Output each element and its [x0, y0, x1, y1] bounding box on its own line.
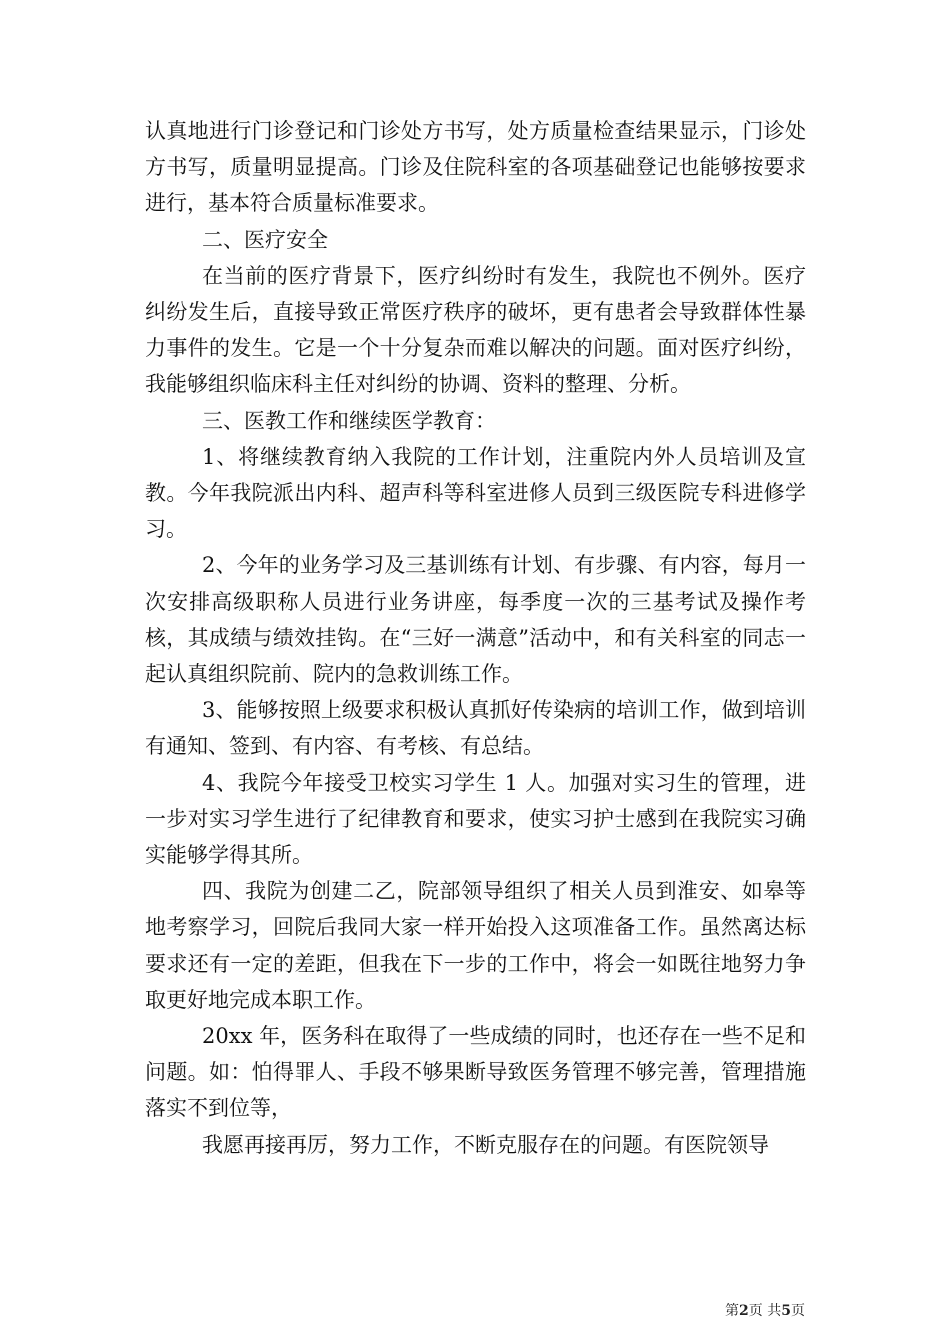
footer-current-page: 2 [739, 1303, 749, 1319]
page-footer [725, 1300, 805, 1320]
paragraph-item-4: 4、我院今年接受卫校实习学生 1 人。加强对实习生的管理，进一步对实习学生进行了纪律教育和要求，使实习护士感到在我院实习确实能够学得其所。 [145, 770, 806, 868]
paragraph-item-3: 3、能够按照上级要求积极认真抓好传染病的培训工作，做到培训有通知、签到、有内容、有考核、有总结。 [145, 698, 806, 759]
paragraph-item-2: 2、今年的业务学习及三基训练有计划、有步骤、有内容，每月一次安排高级职称人员进行业务讲座，每季度一次的三基考试及操作考核，其成绩与绩效挂钩。在“三好一满意”活动中，和有关科室的同志一起认真组织院前、院内的急救训练工作。 [145, 553, 806, 687]
paragraph-item-1: 1、将继续教育纳入我院的工作计划，注重院内外人员培训及宣教。今年我院派出内科、超声科等科室进修人员到三级医院专科进修学习。 [145, 444, 806, 542]
paragraph-1: 认真地进行门诊登记和门诊处方书写，处方质量检查结果显示，门诊处方书写，质量明显提高。门诊及住院科室的各项基础登记也能够按要求进行，基本符合质量标准要求。 [145, 119, 806, 216]
footer-total-pages: 5 [781, 1303, 791, 1319]
section-heading-medical-safety: 二、医疗安全 [202, 227, 328, 252]
footer-middle: 页 共 [748, 1303, 782, 1319]
section-heading-medical-education: 三、医教工作和继续医学教育： [202, 408, 496, 433]
paragraph-summary: 20xx 年，医务科在取得了一些成绩的同时，也还存在一些不足和问题。如：怕得罪人、手段不够果断导致医务管理不够完善，管理措施落实不到位等， [145, 1024, 806, 1121]
document-body [145, 113, 806, 1163]
paragraph-closing: 我愿再接再厉，努力工作，不断克服存在的问题。有医院领导 [202, 1132, 769, 1157]
footer-suffix: 页 [791, 1303, 805, 1319]
paragraph-medical-disputes: 在当前的医疗背景下，医疗纠纷时有发生，我院也不例外。医疗纠纷发生后，直接导致正常医疗秩序的破坏，更有患者会导致群体性暴力事件的发生。它是一个十分复杂而难以解决的问题。面对医疗纠纷，我能够组织临床科主任对纠纷的协调、资料的整理、分析。 [145, 263, 806, 397]
paragraph-section-four: 四、我院为创建二乙，院部领导组织了相关人员到淮安、如皋等地考察学习，回院后我同大家一样开始投入这项准备工作。虽然离达标要求还有一定的差距，但我在下一步的工作中，将会一如既往地努力争取更好地完成本职工作。 [145, 879, 806, 1012]
footer-prefix: 第 [725, 1303, 740, 1319]
